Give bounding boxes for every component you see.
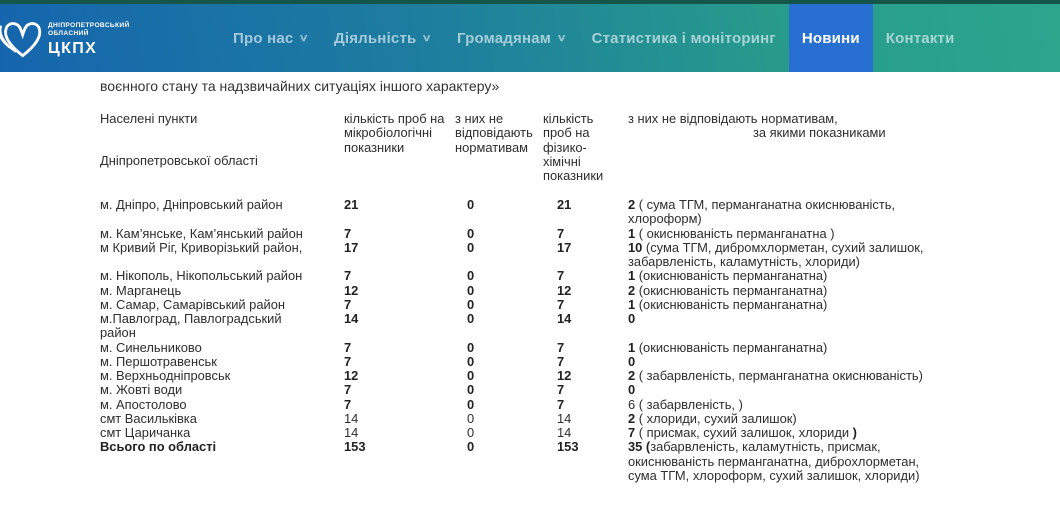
settlement-name: м. Марганець bbox=[100, 282, 182, 298]
table-row bbox=[100, 426, 1040, 440]
nav-item-label: Новини bbox=[801, 29, 860, 47]
micro-fail-count: 0 bbox=[467, 382, 475, 398]
phys-fail-details: 1 (окиснюваність перманганатна) bbox=[628, 268, 828, 284]
phys-samples-count: 7 bbox=[557, 339, 565, 355]
phys-fail-details: 1 (окиснюваність перманганатна) bbox=[628, 339, 828, 355]
table-row bbox=[100, 341, 1040, 355]
micro-fail-count: 0 bbox=[467, 439, 475, 455]
micro-fail-count: 0 bbox=[467, 368, 475, 383]
logo-text bbox=[48, 22, 130, 58]
phys-samples-count: 12 bbox=[557, 282, 572, 298]
heart-logo-icon bbox=[0, 18, 46, 65]
settlement-name: м. Кам’янське, Кам’янський район bbox=[100, 225, 303, 241]
micro-samples-count: 7 bbox=[344, 353, 352, 369]
micro-fail-count: 0 bbox=[467, 339, 475, 355]
micro-samples-count: 7 bbox=[344, 225, 352, 241]
phys-fail-details: 1 (окиснюваність перманганатна) bbox=[628, 296, 828, 312]
settlement-name: м. Апостолово bbox=[100, 396, 187, 412]
settlement-name: м. Нікополь, Нікопольський район bbox=[100, 268, 303, 284]
phys-fail-details: 35 (забарвленість, каламутність, присмак, окиснюваність перманганатна, диброхлорметан, сума ТГМ, хлороформ, сухий залишок, хлориди) bbox=[628, 439, 920, 483]
logo-line1: ДНІПРОПЕТРОВСЬКИЙ bbox=[48, 22, 130, 29]
table-row bbox=[100, 412, 1040, 426]
micro-samples-count: 14 bbox=[344, 311, 359, 326]
table-row bbox=[100, 241, 1040, 270]
micro-fail-count: 0 bbox=[467, 197, 475, 212]
micro-samples-count: 12 bbox=[344, 282, 359, 298]
micro-fail-count: 0 bbox=[467, 239, 475, 255]
site-header bbox=[0, 0, 1060, 72]
table-row bbox=[100, 284, 1040, 298]
phys-fail-details: 0 bbox=[628, 353, 636, 369]
phys-samples-count: 12 bbox=[557, 368, 572, 383]
micro-fail-count: 0 bbox=[467, 410, 475, 426]
phys-fail-details: 0 bbox=[628, 311, 636, 326]
settlement-name: м. Дніпро, Дніпровський район bbox=[100, 197, 283, 212]
phys-fail-details: 0 bbox=[628, 382, 636, 398]
chevron-down-icon: ∨ bbox=[421, 32, 433, 44]
micro-samples-count: 14 bbox=[344, 425, 359, 440]
settlement-name: м. Синельниково bbox=[100, 339, 202, 355]
phys-samples-count: 14 bbox=[557, 425, 572, 440]
phys-fail-details: 2 (окиснюваність перманганатна) bbox=[628, 282, 828, 298]
phys-fail-details: 10 (сума ТГМ, дибромхлорметан, сухий залишок, забарвленість, каламутність, хлориди) bbox=[628, 239, 924, 269]
nav-item-label: Про нас bbox=[233, 29, 294, 47]
phys-fail-details: 1 ( окиснюваність перманганатна ) bbox=[628, 225, 835, 241]
settlement-name: м. Першотравенськ bbox=[100, 353, 217, 369]
nav-item-label: Діяльність bbox=[333, 29, 417, 47]
site-logo[interactable] bbox=[0, 20, 130, 62]
micro-samples-count: 12 bbox=[344, 368, 359, 383]
nav-item-label: Контакти bbox=[885, 29, 955, 47]
micro-samples-count: 153 bbox=[344, 439, 366, 455]
logo-line2: ОБЛАСНИЙ bbox=[48, 29, 89, 37]
col-header-settlements: Населені пункти Дніпропетровської області bbox=[100, 111, 258, 169]
phys-samples-count: 7 bbox=[557, 225, 565, 241]
micro-samples-count: 14 bbox=[344, 410, 359, 426]
table-row bbox=[100, 398, 1040, 412]
nav-item-label: Статистика і моніторинг bbox=[591, 29, 776, 47]
table-row bbox=[100, 227, 1040, 241]
phys-fail-details: 2 ( забарвленість, перманганатна окиснюваність) bbox=[628, 368, 923, 383]
col-header-phys-fail: з них не відповідають нормативам, за якими показниками bbox=[628, 111, 886, 141]
table-row bbox=[100, 269, 1040, 283]
phys-samples-count: 153 bbox=[557, 439, 579, 455]
micro-samples-count: 21 bbox=[344, 197, 359, 212]
micro-fail-count: 0 bbox=[467, 282, 475, 298]
micro-samples-count: 17 bbox=[344, 239, 359, 255]
micro-fail-count: 0 bbox=[467, 225, 475, 241]
phys-samples-count: 14 bbox=[557, 311, 572, 326]
settlement-name: м. Верхньодніпровськ bbox=[100, 368, 231, 383]
chevron-down-icon: ∨ bbox=[298, 32, 310, 44]
phys-samples-count: 7 bbox=[557, 396, 565, 412]
phys-samples-count: 21 bbox=[557, 197, 572, 212]
micro-fail-count: 0 bbox=[467, 353, 475, 369]
phys-samples-count: 7 bbox=[557, 296, 565, 312]
col-header-phys-samples: кількість проб на фізико- хімічні показники bbox=[543, 111, 604, 183]
micro-samples-count: 7 bbox=[344, 339, 352, 355]
phys-fail-details: 6 ( забарвленість, ) bbox=[628, 396, 743, 412]
table-row bbox=[100, 298, 1040, 312]
table-row bbox=[100, 355, 1040, 369]
table-row bbox=[100, 440, 1040, 483]
chevron-down-icon: ∨ bbox=[556, 32, 568, 44]
phys-samples-count: 17 bbox=[557, 239, 572, 255]
nav-item-діяльність[interactable] bbox=[321, 4, 444, 72]
settlement-name: м. Самар, Самарівський район bbox=[100, 296, 286, 312]
micro-samples-count: 7 bbox=[344, 382, 352, 398]
micro-fail-count: 0 bbox=[467, 296, 475, 312]
nav-item-громадянам[interactable] bbox=[444, 4, 579, 72]
nav-item-про-нас[interactable] bbox=[220, 4, 321, 72]
micro-samples-count: 7 bbox=[344, 396, 352, 412]
settlement-name: м. Жовті води bbox=[100, 382, 183, 398]
phys-samples-count: 7 bbox=[557, 382, 565, 398]
settlement-name: м Кривий Ріг, Криворізький район, bbox=[100, 239, 303, 255]
logo-line3: ЦКПХ bbox=[48, 40, 98, 58]
settlement-name: смт Царичанка bbox=[100, 425, 191, 440]
table-header-row bbox=[100, 112, 1040, 198]
main-nav bbox=[220, 4, 968, 72]
phys-samples-count: 7 bbox=[557, 268, 565, 284]
phys-fail-details: 2 ( хлориди, сухий залишок) bbox=[628, 410, 797, 426]
settlement-name: Всього по області bbox=[100, 439, 217, 455]
nav-item-label: Громадянам bbox=[456, 29, 552, 47]
micro-fail-count: 0 bbox=[467, 396, 475, 412]
micro-samples-count: 7 bbox=[344, 296, 352, 312]
micro-fail-count: 0 bbox=[467, 268, 475, 284]
phys-samples-count: 14 bbox=[557, 410, 572, 426]
micro-fail-count: 0 bbox=[467, 311, 475, 326]
nav-item-статистика-і-моніторинг[interactable] bbox=[579, 4, 789, 72]
article-text-line: воєнного стану та надзвичайних ситуаціях іншого характеру» bbox=[100, 78, 500, 94]
phys-samples-count: 7 bbox=[557, 353, 565, 369]
table-row bbox=[100, 198, 1040, 227]
nav-item-контакти[interactable] bbox=[873, 4, 968, 72]
table-row bbox=[100, 383, 1040, 397]
table-row bbox=[100, 312, 1040, 341]
micro-fail-count: 0 bbox=[467, 425, 475, 440]
table-rows bbox=[100, 198, 1040, 483]
col-header-micro-samples: кількість проб на мікробіологічні показники bbox=[344, 111, 445, 155]
settlement-name: смт Васильківка bbox=[100, 410, 197, 426]
nav-item-новини[interactable] bbox=[789, 4, 873, 72]
water-quality-table bbox=[100, 112, 1040, 483]
table-row bbox=[100, 369, 1040, 383]
settlement-name: м.Павлоград, Павлоградський район bbox=[100, 311, 282, 341]
phys-fail-details: 2 ( сума ТГМ, перманганатна окиснюваність, хлороформ) bbox=[628, 197, 896, 227]
phys-fail-details: 7 ( присмак, сухий залишок, хлориди ) bbox=[628, 425, 857, 440]
micro-samples-count: 7 bbox=[344, 268, 352, 284]
col-header-micro-fail: з них не відповідають нормативам bbox=[455, 111, 533, 155]
